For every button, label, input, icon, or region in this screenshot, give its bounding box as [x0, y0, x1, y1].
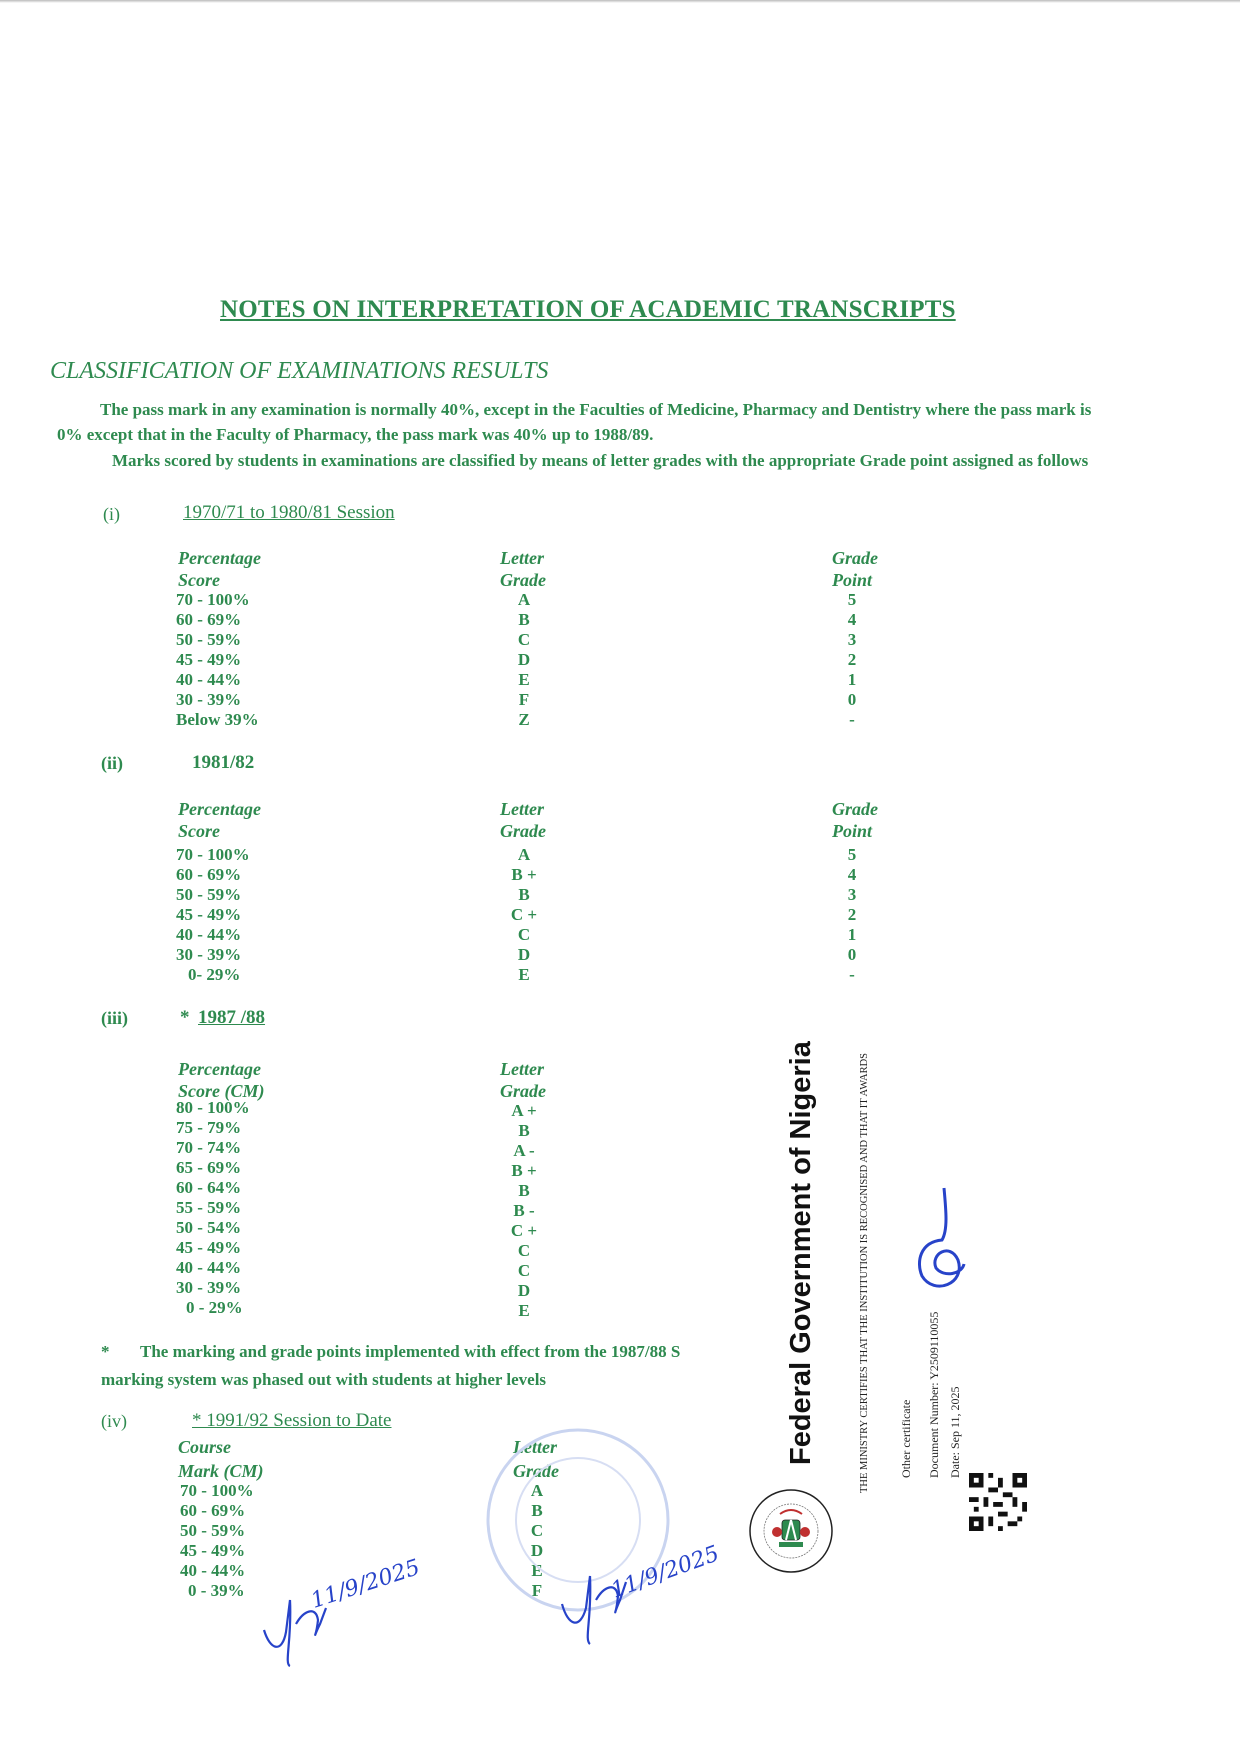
table-cell: B	[518, 1181, 530, 1200]
signature-2-date: 11/9/2025	[608, 1541, 723, 1604]
table-cell: A	[530, 1481, 544, 1500]
table-cell: E	[518, 965, 530, 984]
table-cell: 30 - 39%	[176, 1278, 242, 1297]
table-cell: C	[530, 1521, 544, 1540]
table-cell: 30 - 39%	[176, 945, 242, 964]
section-3-grade-column	[494, 1101, 554, 1321]
stamp-certification-text: THE MINISTRY CERTIFIES THAT THE INSTITUTION IS RECOGNISED AND THAT IT AWARDS	[859, 1052, 870, 1494]
table-cell: 45 - 49%	[176, 905, 242, 924]
section-2-header-grade: Letter Grade	[500, 799, 546, 841]
section-2-header-score: Percentage Score	[178, 799, 261, 841]
table-cell: 45 - 49%	[180, 1541, 246, 1560]
table-cell: C	[517, 1241, 531, 1260]
table-cell: A	[517, 590, 531, 609]
table-cell: 50 - 54%	[176, 1218, 242, 1237]
table-cell: 5	[847, 590, 857, 609]
table-cell: B	[518, 885, 530, 904]
table-cell: C	[517, 630, 531, 649]
table-cell: Z	[518, 710, 530, 729]
table-cell: 70 - 100%	[176, 845, 250, 864]
section-1-grade-column	[494, 590, 554, 730]
table-cell: 45 - 49%	[176, 650, 242, 669]
stamp-date: Date: Sep 11, 2025	[948, 1386, 962, 1478]
section-2-score-column	[176, 845, 250, 985]
table-cell: 50 - 59%	[180, 1521, 246, 1540]
paragraph-2: Marks scored by students in examinations are classified by means of letter grades with the appropriate Grade point assigned as follows	[112, 451, 1089, 470]
table-cell: 45 - 49%	[176, 1238, 242, 1257]
table-cell: B	[531, 1501, 543, 1520]
section-3-star: *	[180, 1007, 190, 1028]
table-cell: D	[530, 1541, 544, 1560]
table-cell: E	[531, 1561, 543, 1580]
table-cell: A	[517, 845, 531, 864]
table-cell: B +	[511, 865, 537, 884]
table-cell: E	[518, 1301, 530, 1320]
table-cell: 70 - 74%	[176, 1138, 242, 1157]
table-cell: 75 - 79%	[176, 1118, 242, 1137]
section-1-point-column	[822, 590, 882, 730]
stamp-other-certificate: Other certificate	[899, 1399, 913, 1478]
table-cell: 0	[847, 945, 857, 964]
table-cell: 65 - 69%	[176, 1158, 242, 1177]
stamp-background	[780, 1040, 1190, 1530]
section-2-grade-column	[494, 845, 554, 985]
table-cell: 0 - 39%	[188, 1581, 245, 1600]
table-cell: 50 - 59%	[176, 885, 242, 904]
table-cell: 4	[847, 610, 857, 629]
table-cell: A -	[513, 1141, 535, 1160]
scan-edge	[0, 0, 1240, 3]
footnote-star: *	[101, 1342, 110, 1361]
paragraph-1-line-2: 0% except that in the Faculty of Pharmacy, the pass mark was 40% up to 1988/89.	[57, 425, 654, 444]
ministry-seal-icon	[748, 1488, 834, 1574]
table-cell: 4	[847, 865, 857, 884]
table-cell: F	[531, 1581, 543, 1600]
table-cell: -	[849, 710, 855, 729]
section-4-header-grade: Letter Grade	[513, 1437, 559, 1481]
stamp-heading: Federal Government of Nigeria	[785, 1031, 818, 1475]
table-cell: 0	[847, 690, 857, 709]
section-2-title: 1981/82	[192, 752, 255, 773]
table-cell: 50 - 59%	[176, 630, 242, 649]
table-cell: C	[517, 1261, 531, 1280]
table-cell: B	[518, 1121, 530, 1140]
table-cell: 3	[847, 630, 857, 649]
table-cell: 60 - 64%	[176, 1178, 242, 1197]
table-cell: 80 - 100%	[176, 1098, 250, 1117]
section-4-score-column	[180, 1481, 254, 1601]
section-3-score-column	[176, 1098, 250, 1318]
table-cell: C +	[510, 905, 538, 924]
signature-1-date: 11/9/2025	[308, 1555, 424, 1614]
table-cell: D	[517, 650, 531, 669]
table-cell: B	[518, 610, 530, 629]
section-3-header-grade: Letter Grade	[500, 1059, 546, 1101]
section-1-title: 1970/71 to 1980/81 Session	[183, 502, 395, 523]
table-cell: D	[517, 1281, 531, 1300]
section-4-header-score: Course Mark (CM)	[178, 1437, 264, 1481]
section-3-header-score: Percentage Score (CM)	[178, 1059, 265, 1101]
section-1-header-score: Percentage Score	[178, 548, 261, 590]
table-cell: 70 - 100%	[176, 590, 250, 609]
stamp-document-number: Document Number: Y2509110055	[927, 1311, 941, 1478]
section-3-number: (iii)	[101, 1008, 128, 1028]
section-subheading: CLASSIFICATION OF EXAMINATIONS RESULTS	[50, 358, 549, 384]
page-title: NOTES ON INTERPRETATION OF ACADEMIC TRANSCRIPTS	[220, 296, 956, 323]
table-cell: 55 - 59%	[176, 1198, 242, 1217]
section-2-number: (ii)	[101, 753, 123, 773]
table-cell: 60 - 69%	[180, 1501, 246, 1520]
table-cell: Below 39%	[176, 710, 259, 729]
section-1-header-grade: Letter Grade	[500, 548, 546, 590]
footnote-line-2: marking system was phased out with students at higher levels	[101, 1370, 547, 1389]
table-cell: 0 - 29%	[186, 1298, 243, 1317]
signature-mark-icon	[900, 1180, 980, 1300]
table-cell: F	[518, 690, 530, 709]
table-cell: -	[849, 965, 855, 984]
table-cell: E	[518, 670, 530, 689]
table-cell: B +	[511, 1161, 537, 1180]
table-cell: 2	[847, 650, 857, 669]
table-cell: C	[517, 925, 531, 944]
footnote-line-1: The marking and grade points implemented with effect from the 1987/88 S	[140, 1342, 681, 1361]
table-cell: 5	[847, 845, 857, 864]
section-4-number: (iv)	[101, 1411, 127, 1431]
section-2-header-point: Grade Point	[832, 799, 878, 841]
section-1-number: (i)	[103, 504, 120, 524]
table-cell: 60 - 69%	[176, 865, 242, 884]
table-cell: 40 - 44%	[176, 670, 242, 689]
table-cell: 1	[847, 925, 857, 944]
table-cell: A +	[511, 1101, 537, 1120]
table-cell: 0- 29%	[188, 965, 241, 984]
section-2-point-column	[822, 845, 882, 985]
qr-code-icon	[968, 1473, 1028, 1531]
paragraph-1-line-1: The pass mark in any examination is normally 40%, except in the Faculties of Medicine, Pharmacy and Dentistry where the pass mark is	[100, 400, 1092, 419]
table-cell: 40 - 44%	[176, 925, 242, 944]
table-cell: 70 - 100%	[180, 1481, 254, 1500]
section-1-header-point: Grade Point	[832, 548, 878, 590]
table-cell: 40 - 44%	[176, 1258, 242, 1277]
table-cell: 3	[847, 885, 857, 904]
table-cell: B -	[513, 1201, 535, 1220]
table-cell: 60 - 69%	[176, 610, 242, 629]
table-cell: 30 - 39%	[176, 690, 242, 709]
table-cell: C +	[510, 1221, 538, 1240]
table-cell: 40 - 44%	[180, 1561, 246, 1580]
table-cell: 1	[847, 670, 857, 689]
section-4-title: * 1991/92 Session to Date	[192, 1410, 392, 1431]
section-1-score-column	[176, 590, 259, 730]
section-3-title: 1987 /88	[198, 1007, 266, 1028]
table-cell: 2	[847, 905, 857, 924]
table-cell: D	[517, 945, 531, 964]
